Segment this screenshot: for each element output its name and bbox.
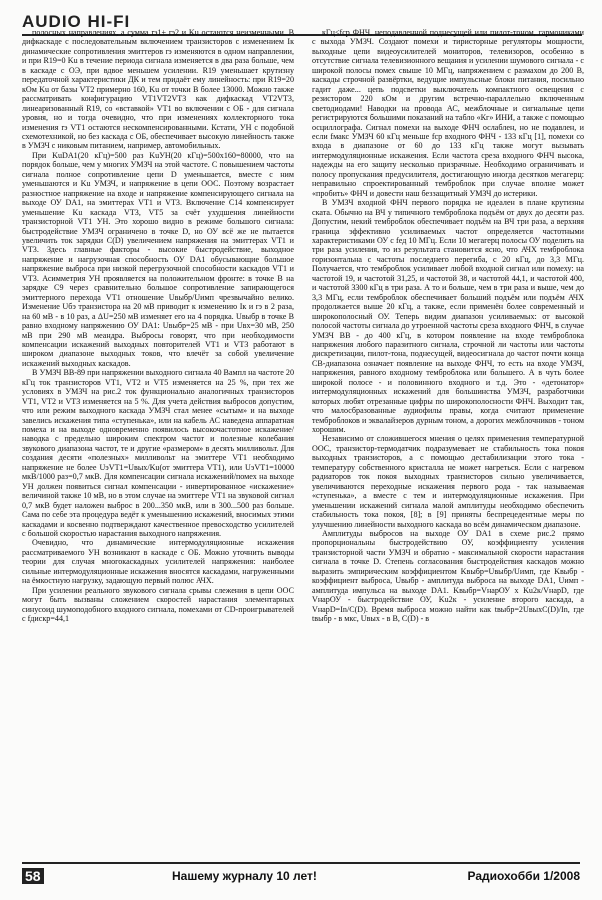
right-column <box>312 28 584 854</box>
left-column <box>22 28 294 854</box>
paragraph: При KuDA1(20 кГц)=500 раз KuУН(20 кГц)=500х160=80000, что на порядок больше, чем у многих УМЗЧ на этой частоте. С повышением частоты сигнала полное сопротивление цепи D уменьшается, вместе с ним уменьшаются и Ku УМЗЧ, и напряжение в цепи ООС. Поэтому возрастает разностное напряжение на входе и напряжение компенсирующего сигнала на выходе ОУ DA1, на эмиттерах VT1 и VT3. Включение C14 компенсирует уменьшение Ku каскада VT3, VT5 за счёт ухудшения линейности транзисторной VT1 УН. Это хорошо видно в режиме большого сигнала: быстродействие УМЗЧ ограничено в точке D, но ОУ всё же не пытается увеличить ток зарядки С(D) увеличением напряжения на эмиттерах VT1 и VT3. Здесь главные факторы - высокие быстродействие, выходное напряжение и нагрузочная способность ОУ DA1 обусывающие большое напряжение выброса при низкой перегрузочной способности каскадов VT1 и VT3. Асимметрия УН проявляется на положительном фронте: в точке В на зарядке С9 через сравнительно большое сопротивление запирающегося эмиттерного перехода VT1 отношение Uвыбр/Uимп чрезвычайно велико. Изменение Uбэ транзистора на 20 мВ приводит к изменению Iк и rэ в 2 раза, на 60 мВ - в 10 раз, а ΔU=250 мВ изменяет его на 4 порядка. Uвыбр в точке В равно входному напряжению ОУ DA1: Uвыбр=25 мВ - при Uвх=30 мВ, 250 мВ при 290 мВ меандра. Выбросы говорят, что при необходимости компенсации искажений выходных повторителей VT1 и VT3 работают в широком диапазоне выходных токов, что влечёт за собой увеличение искажений выходных каскадов. <box>22 150 294 368</box>
paragraph: Амплитуды выбросов на выходе ОУ DA1 в схеме рис.2 прямо пропорциональны быстродействию ОУ, коэффициенту усиления транзисторной части УМЗЧ и обратно - максимальной скорости нарастания сигнала в точке D. Степень согласования быстродействия каскадов можно выразить эмпирическим коэффициентом Kвыбр=Uвыбр/Uимп, где Kвыбр - коэффициент выброса, Uвыбр - амплитуда выброса на выходе DA1, Uимп - амплитуда импульса на выходе DA1. Kвыбр=VнарОУ x Ku2к/VнарD, где VнарОУ - быстродействие ОУ, Ku2к - усиление второго каскада, а VнарD=In/C(D). Время выброса можно найти как tвыбр=2UвыхC(D)/In, где tвыбр - в мкс, Uвых - в В, C(D) - в <box>312 529 584 624</box>
paragraph: В УМЗЧ входной ФНЧ первого порядка не идеален в плане крутизны ската. Обычно на ВЧ у типичного темброблока подъём от двух до десяти раз. Допустим, некий темброблок обеспечивает подъём на ВЧ три раза, а верхняя граница эффективно усиливаемых частот определяется частотными характеристиками ОУ с fед 10 МГц. Если 10 мегагерц полосы ОУ поделить на три раза усиления, то из результата становится ясно, что АЧХ темброблока горизонтальна с частоты последнего перегиба, с 20 кГц, до 3,3 МГц. Получается, что темброблок усиливает любой входной сигнал или помеху: на частотой 19, и частотой 31,25, и частотой 38, и частотой 44,1, и частотой 400, и частотой 3300 кГц в три раза. А то и больше, чем в три раза и выше, чем до 3,3 МГц, если темброблок обеспечивает больший подъём или подъём АЧХ продолжается выше 20 кГц, а также, если применён более современный и широкополосный ОУ. Теперь видим диапазон усиливаемых: от высокой полосой частоты сигнала до утроенной частоты среза входного ФНЧ, в случае УМЗЧ ВВ - до 400 кГц, в котором появление на входе темброблока напряжения любого паразитного сигнала, строчной ли частоты или частоты дискретизации, пилот-тона, поднесущей, видеосигнала до частот почти конца СВ-диапазона означает появление на выходе ФНЧ, то есть на входе УМЗЧ, напряжения, равного входному темброблока или большего. А в чуть более широкой полосе - и половинного входного и т.д. Это - «детонатор» интермодуляционных искажений для большинства УМЗЧ, разработчики которых любят отрезанные цифры по широкополосности ФНЧ. Выходит так, что малосбразованные аудиофилы правы, когда считают применение темброблоков и эквалайзеров дурным тоном, а дорогих межблочников - тоном хорошим. <box>312 198 584 435</box>
paragraph: Независимо от сложившегося мнения о целях применения температурной ООС, транзистор-термодатчик подразумевает не стабильность тока покоя выходных транзисторов, а с помощью дестабилизации этого тока - температуру собственного кристалла не может нагреться. Если с нагревом радиаторов ток покоя выходных транзисторов сильно увеличивается, увеличиваются переходные искажения первого рода - так называемая «ступенька», а вместе с тем и интермодуляционные искажения. При уменьшении искажений сигнала малой амплитуды необходимо обеспечить стабильность тока покоя, [8]; в [9] приняты беспрецедентные меры по улучшению линейности выходного каскада во всём динамическом диапазоне. <box>312 434 584 529</box>
paragraph: Очевидно, что динамические интермодуляционные искажения рассматриваемого УН возникают в каскаде с ОБ. Можно уточнить выводы теории для случая многокаскадных усилителей напряжения: наиболее сильные интермодуляционные искажения вносятся каскадами, нагруженными на ёмкостную нагрузку, задающую первый полюс АЧХ. <box>22 538 294 586</box>
page-footer <box>22 862 580 888</box>
issue-label: Радиохобби 1/2008 <box>467 869 580 883</box>
page-number: 58 <box>22 868 44 884</box>
paragraph: В УМЗЧ ВВ-89 при напряжении выходного сигнала 40 Вампл на частоте 20 кГц ток транзисторов VT1, VT2 и VT5 изменяется на 25 %, при тех же условиях в УМЗЧ на рис.2 ток функционально аналогичных транзисторов VT1, VT2 и VT3 изменяется на 5 %. Для учета действия выбросов допустим, что или режим выходного каскада УМЗЧ стал менее «сытым» и на выходе завелись искажения типа «ступенька», или на кабель АС наведена аппаратная помеха и на выходе одновременно появилось высокочастотное искажение/наводка с предельно широким спектром частот и полезные колебания звукового диапазона частот, те и другие «размером» в десять милливольт. Для создания десяти «полезных» милливольт на эмиттере VT1 необходимо напряжение не более UэVT1=Uвых/Ku(от эмиттера VT1), или UэVT1=10000 мкВ/1000 раз=0,7 мкВ. Для компенсации сигнала искажений/помех на выходе УН должен появиться сигнал компенсации - инвертированное «искажение» величиной также 10 мВ, но в этом случае на эмиттере VT1 на звуковой сигнал 0,7 мкВ будет наложен выброс в 200...350 мкВ, или в 300...500 раз больше. Сама по себе эта процедура ведёт к уменьшению искажений, вносимых этими каскадами и косвенно подтверждают качественное превосходство усилителей с большой скоростью нарастания выходного напряжения. <box>22 368 294 539</box>
paragraph: При усилении реального звукового сигнала срывы слежения в цепи ООС могут быть вызваны сложением скоростей нарастания элементарных синусоид шумоподобного входного сигнала, помехами от CD-проигрывателей с fдискр=44,1 <box>22 585 294 624</box>
paragraph: кГц<fср ФНЧ, неподавленной поднесущей или пилот-тоном, гармониками с выхода УМЗЧ. Создают помехи и тиристорные регуляторы мощности, выходные цепи видеоусилителей мониторов, телевизоров, особенно в отсутствие сигнала телевизионного вещания и усилении шумового сигнала - с широкой полосы помех свыше 10 МГц, напряжением с размахом до 200 В, каскады строчной развёртки, ведущие импульсные блоки питания, посильно гадит даже... цепь подсветки выключатель компактного освещения с резистором 220 кОм и другим встречно-параллельно включенным светодиодами! Наводки на провода АС, межблочные и сигнальные цепи регистрируются большими показаний на табло «Кг» ИНИ, а также с помощью осциллографа. Сигнал помехи на выходе ФНЧ ослаблен, но не подавлен, и если fмакс УМЗЧ 60 кГц меньше fср входного ФНЧ - 133 кГц [1], помехи со входа в диапазоне от 60 до 133 кГц также могут вызывать интермодуляционные искажения. Если частота среза входного ФНЧ высока, надежды на его защиту несколько призрачные. Необходимо ограничивать и полосу пропускания предусилителя, достигающую иногда десятков мегагерц: неправильно спроектированный темброблок при случае вполне может «пробить» ФНЧ и довести наш беззащитный УМЗЧ до истерики. <box>312 28 584 198</box>
footer-slogan: Нашему журналу 10 лет! <box>172 869 317 883</box>
section-title: AUDIO HI-FI <box>22 12 131 31</box>
paragraph: полосных направлениях, а сумма rэ1+ rэ2 и Ku остаются неизменными. В дифкаскаде с последовательным включением транзисторов с изменением Iк динамические сопротивления эмиттеров rэ изменяются в одном направлении, и при R19=0 Ku в течение периода сигнала изменяется в два раза больше, чем в каскаде с ОЭ, при вдвое меньшем усилении. R19 уменьшает крутизну передаточной характеристики ДК и тем придаёт ему линейность: при R19=20 кОм Ku от базы VT2 примерно 160, Ku от точки В более 13000. Можно также рассматривать конфигурацию VT1VT2VT3 как дифкаскад VT2VT3, линеаризованный R19, со «вставкой» VT1 во включении с ОБ - для сигнала уровня, но и тогда очевидно, что при изменениях коллекторного тока изменения rэ VT1 остаются нескомпенсированными. Кстати, УН с подобной схемотехникой, но без каскада с ОБ, обеспечивает высокую линейность также в УМЗЧ с никовым питанием, например, автомобильных. <box>22 28 294 151</box>
